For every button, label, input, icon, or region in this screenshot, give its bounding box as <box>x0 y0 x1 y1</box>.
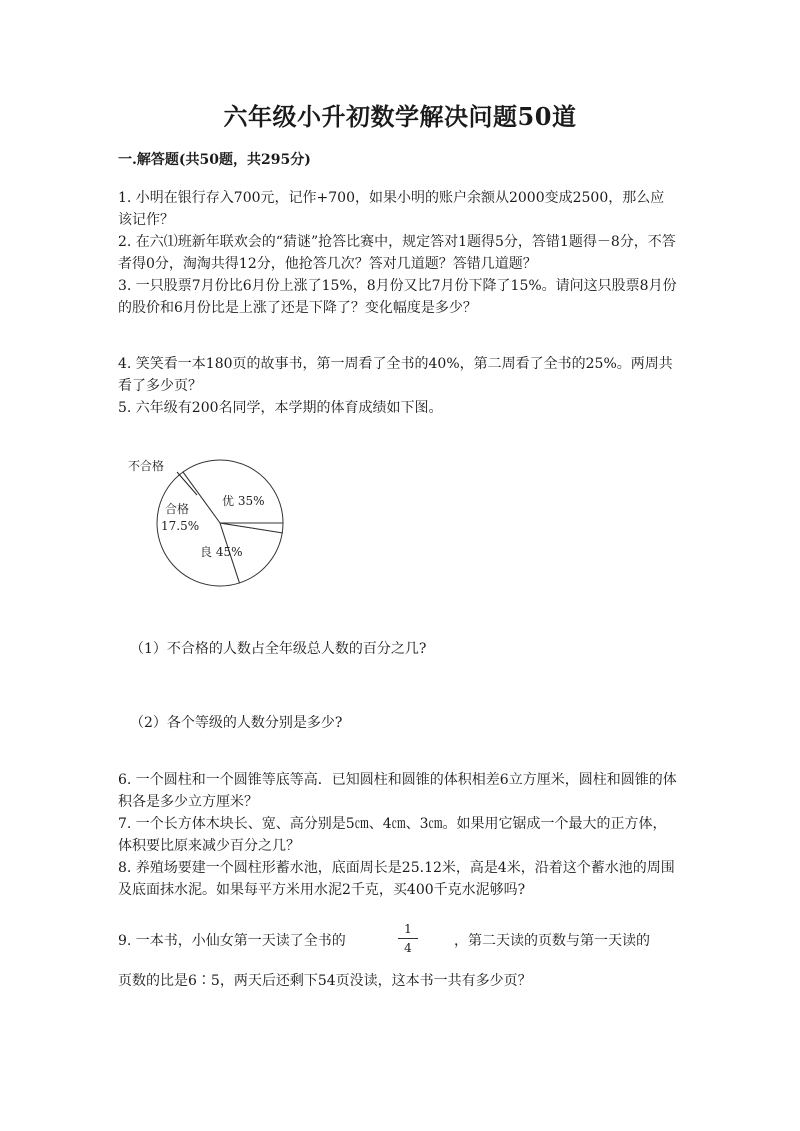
question-block-3 <box>118 769 678 901</box>
question-block-1 <box>118 187 678 319</box>
fraction-bar <box>398 938 418 939</box>
question-6: 6. 一个圆柱和一个圆锥等底等高．已知圆柱和圆锥的体积相差6立方厘米，圆柱和圆锥的体积各是多少立方厘米？ <box>118 772 677 810</box>
question-1: 1. 小明在银行存入700元，记作+700，如果小明的账户余额从2000变成2500，那么应该记作？ <box>118 190 665 228</box>
page-title: 六年级小升初数学解决问题50道 <box>223 102 577 131</box>
pie-chart <box>120 450 320 600</box>
pie-label-excellent: 优 35% <box>222 494 265 508</box>
question-9-part-2: ，第二天读的页数与第一天读的 <box>454 933 650 949</box>
question-8: 8. 养殖场要建一个圆柱形蓄水池，底面周长是25.12米，高是4米，沿着这个蓄水池的周围及底面抹水泥。如果每平方米用水泥2千克，买400千克水泥够吗? <box>118 860 675 898</box>
pie-label-pass-name: 合格 <box>165 502 190 516</box>
fraction-one-quarter <box>398 922 418 955</box>
question-2: 2. 在六⑴班新年联欢会的“猜谜”抢答比赛中，规定答对1题得5分，答错1题得－8分，不答者得0分，淘淘共得12分，他抢答几次？答对几道题？答错几道题？ <box>118 234 676 272</box>
question-3: 3. 一只股票7月份比6月份上涨了15%，8月份又比7月份下降了15%。请问这只股票8月份的股价和6月份比是上涨了还是下降了？变化幅度是多少？ <box>118 278 677 316</box>
question-4: 4. 笑笑看一本180页的故事书，第一周看了全书的40%，第二周看了全书的25%。两周共看了多少页？ <box>118 356 673 394</box>
question-9-line-1 <box>118 930 718 952</box>
fraction-denominator: 4 <box>404 941 412 955</box>
question-7: 7. 一个长方体木块长、宽、高分别是5㎝、4㎝、3㎝。如果用它锯成一个最大的正方体，体积要比原来减少百分之几？ <box>118 816 667 854</box>
question-5-sub-1: （1）不合格的人数占全年级总人数的百分之几? <box>130 641 427 657</box>
question-block-2 <box>118 353 678 419</box>
pie-label-fail: 不合格 <box>128 459 165 473</box>
fraction-numerator: 1 <box>404 922 412 936</box>
question-9-part-1: 9. 一本书，小仙女第一天读了全书的 <box>118 933 346 949</box>
question-5: 5. 六年级有200名同学，本学期的体育成绩如下图。 <box>118 400 443 416</box>
section-header: 一.解答题(共50题，共295分) <box>118 152 311 168</box>
question-5-sub-2: （2）各个等级的人数分别是多少? <box>130 715 343 731</box>
question-9-line-2: 页数的比是6∶5，两天后还剩下54页没读，这本书一共有多少页？ <box>118 973 532 989</box>
pie-label-good: 良 45% <box>200 545 243 559</box>
pie-label-pass-pct: 17.5% <box>161 519 200 533</box>
